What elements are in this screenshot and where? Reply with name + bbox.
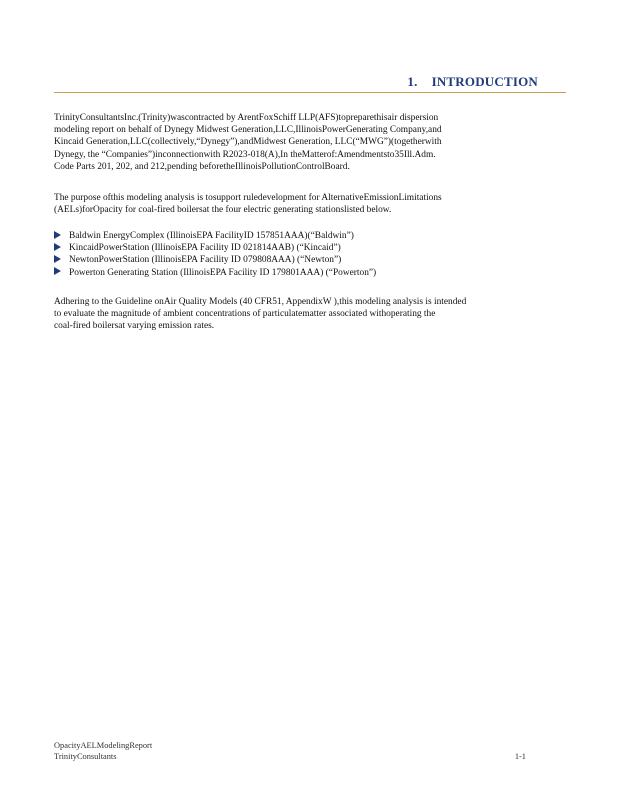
- section-heading-text: [407, 74, 538, 90]
- paragraph-line: Adhering to the Guideline onAir Quality Models (40 CFR51, AppendixW ),this modeling analysis is intended: [54, 297, 467, 307]
- paragraph-line: to evaluate the magnitude of ambient concentrations of particulatematter associated withoperating the: [54, 309, 436, 320]
- list-item-text: NewtonPowerStation (IllinoisEPA Facility ID 079808AAA) (“Newton”): [69, 255, 342, 266]
- station-list: [54, 230, 566, 279]
- triangle-bullet-icon: [54, 267, 61, 275]
- list-item: [54, 242, 566, 254]
- footer-report-title: OpacityAELModelingReport: [54, 741, 153, 750]
- paragraph-line: Code Parts 201, 202, and 212,pending beforetheIllinoisPollutionControlBoard.: [54, 161, 350, 172]
- paragraph-line: TrinityConsultantsInc.(Trinity)wascontracted by ArentFoxSchiff LLP(AFS)topreparethisair dispersion: [54, 113, 439, 123]
- section-heading: [54, 74, 566, 93]
- triangle-bullet-icon: [54, 255, 61, 263]
- guideline-paragraph: [54, 296, 566, 333]
- list-item-text: KincaidPowerStation (IllinoisEPA Facility ID 021814AAB) (“Kincaid”): [69, 243, 341, 254]
- list-item: [54, 267, 566, 279]
- paragraph-line: coal-fired boilersat varying emission rates.: [54, 321, 215, 332]
- section-number: 1.: [407, 74, 418, 89]
- paragraph-line: modeling report on behalf of Dynegy Midwest Generation,LLC,IllinoisPowerGenerating Company,and: [54, 125, 442, 136]
- section-title: INTRODUCTION: [431, 74, 538, 89]
- list-item-text: Baldwin EnergyComplex (IllinoisEPA FacilityID 157851AAA)(“Baldwin”): [69, 231, 354, 241]
- triangle-bullet-icon: [54, 231, 61, 239]
- paragraph-line: Dynegy, the “Companies”)inconnectionwith R2023-018(A),In theMatterof:Amendmentsto35Ill.Adm.: [54, 149, 436, 160]
- page-number: 1-1: [514, 751, 526, 761]
- footer-company: TrinityConsultants: [54, 751, 117, 761]
- list-item: [54, 254, 566, 266]
- intro-paragraph: [54, 112, 566, 173]
- triangle-bullet-icon: [54, 243, 61, 251]
- list-item-text: Powerton Generating Station (IllinoisEPA Facility ID 179801AAA) (“Powerton”): [69, 267, 377, 278]
- paragraph-line: (AELs)forOpacity for coal-fired boilersat the four electric generating stationslisted below.: [54, 205, 392, 216]
- list-item: [54, 230, 566, 242]
- paragraph-line: Kincaid Generation,LLC(collectively,“Dynegy”),andMidwest Generation, LLC(“MWG”)(togetherwith: [54, 137, 442, 148]
- purpose-paragraph: [54, 192, 566, 216]
- page-footer: [54, 741, 526, 762]
- paragraph-line: The purpose ofthis modeling analysis is tosupport ruledevelopment for AlternativeEmissionLimitations: [54, 193, 442, 203]
